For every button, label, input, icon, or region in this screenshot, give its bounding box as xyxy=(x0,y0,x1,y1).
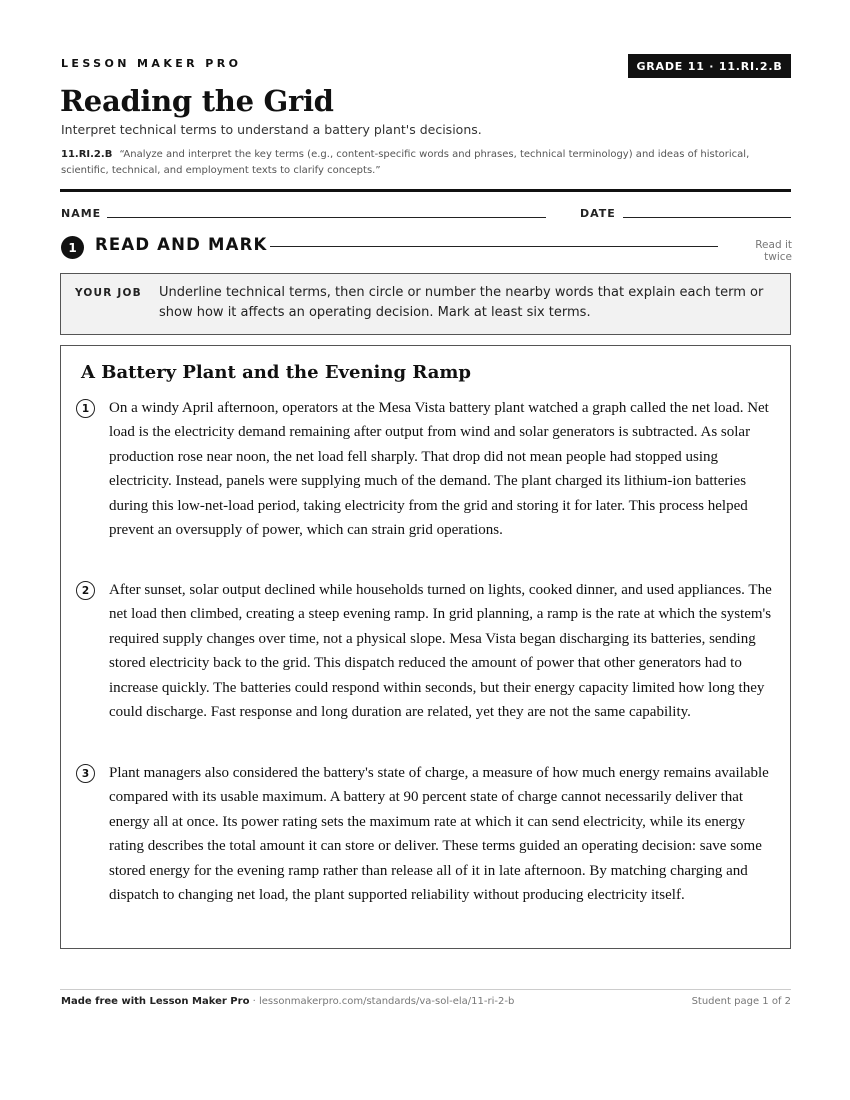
paragraph-text: After sunset, solar output declined while households turned on lights, cooked dinner, and used appliances. The net load then climbed, creating a steep evening ramp. In grid planning, a ramp is the rate at which the system's required supply changes over time, not a physical slope. Mesa Vista began discharging its batteries, sending stored electricity back to the grid. This dispatch reduced the amount of power that other generators had to increase quickly. The batteries could respond within seconds, but their energy capacity limited how long they could discharge. Fast response and long duration are related, yet they are not the same capability. xyxy=(109,582,772,721)
section-title: READ AND MARK xyxy=(95,235,268,254)
page-title: Reading the Grid xyxy=(60,84,334,118)
footer-divider xyxy=(60,989,791,990)
paragraph-text: Plant managers also considered the battery's state of charge, a measure of how much energy remains available compared with its usable maximum. A battery at 90 percent state of charge cannot necessarily deliver that energy all at once. Its power rating sets the maximum rate at which it can send electricity, while its energy rating describes the total amount it can store or deliver. These terms guided an operating decision: save some stored energy for the evening ramp rather than release all of it in late afternoon. By matching charging and dispatch to changing net load, the plant supported reliability without producing electricity itself. xyxy=(109,765,769,904)
footer-page-number: Student page 1 of 2 xyxy=(691,996,791,1007)
section-number-badge: 1 xyxy=(61,236,84,259)
paragraph-number-badge: 3 xyxy=(76,764,95,783)
section-note: Read it twice xyxy=(755,239,792,263)
name-field[interactable] xyxy=(107,217,546,218)
date-field[interactable] xyxy=(623,217,791,218)
header-divider xyxy=(60,189,791,192)
instructions-text: Underline technical terms, then circle or number the nearby words that explain each term or show how it affects an operating decision. Mark at least six terms. xyxy=(159,285,764,320)
footer-url[interactable]: · lessonmakerpro.com/standards/va-sol-ela/11-ri-2-b xyxy=(252,996,515,1007)
reading-passage xyxy=(60,345,791,949)
instructions-label: YOUR JOB xyxy=(75,287,142,299)
paragraph-number-badge: 1 xyxy=(76,399,95,418)
paragraph-text: On a windy April afternoon, operators at the Mesa Vista battery plant watched a graph called the net load. Net load is the electricity demand remaining after output from wind and solar generators is subtracted. As solar production rose near noon, the net load fell sharply. That drop did not mean people had stopped using electricity. Instead, panels were supplying much of the demand. The plant charged its lithium-ion batteries during this low-net-load period, taking electricity from the grid and storing it for later. This process helped prevent an oversupply of power, which can strain grid operations. xyxy=(109,400,769,539)
instructions-box xyxy=(60,273,791,335)
footer-credit xyxy=(61,996,514,1007)
passage-title: A Battery Plant and the Evening Ramp xyxy=(81,362,471,383)
page-subtitle: Interpret technical terms to understand a battery plant's decisions. xyxy=(61,122,482,137)
date-label: DATE xyxy=(580,207,616,220)
grade-badge: GRADE 11 · 11.RI.2.B xyxy=(628,54,791,78)
brand-name: LESSON MAKER PRO xyxy=(61,57,242,70)
paragraph-number-badge: 2 xyxy=(76,581,95,600)
section-divider xyxy=(270,246,718,247)
name-label: NAME xyxy=(61,207,102,220)
standard-code: 11.RI.2.B xyxy=(61,149,113,160)
standard-text: “Analyze and interpret the key terms (e.g., content-specific words and phrases, technical terminology) and ideas of historical, scientific, technical, and employment texts to clarify concepts.” xyxy=(61,149,750,176)
standard-description xyxy=(61,147,781,179)
footer-made-with: Made free with Lesson Maker Pro xyxy=(61,996,250,1007)
